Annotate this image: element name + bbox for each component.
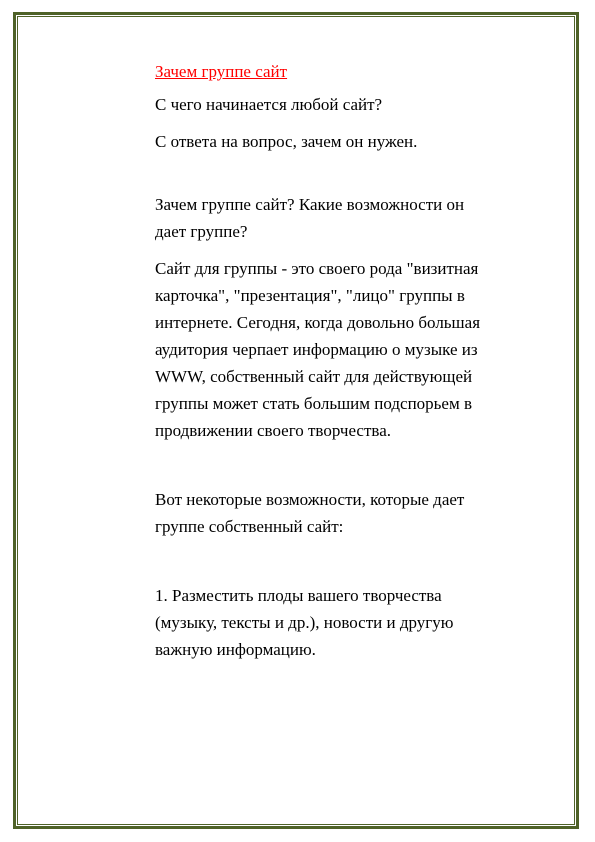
paragraph-question: С чего начинается любой сайт? [155,95,383,114]
paragraph-why-site: Зачем группе сайт? Какие возможности он дает группе? [155,195,465,241]
paragraph-site-description: Сайт для группы - это своего рода "визитная карточка", "презентация", "лицо" группы в интернете. Сегодня, когда довольно большая аудитория черпает информацию о музыке из WWW, собственный сайт для действующей группы может стать большим подспорьем в продвижении своего творчества. [155,259,481,440]
document-body [155,58,485,663]
document-title: Зачем группе сайт [155,62,288,81]
paragraph-answer: С ответа на вопрос, зачем он нужен. [155,132,418,151]
paragraph-possibilities-intro: Вот некоторые возможности, которые дает группе собственный сайт: [155,490,465,536]
paragraph-item-1: 1. Разместить плоды вашего творчества (музыку, тексты и др.), новости и другую важную информацию. [155,586,454,659]
